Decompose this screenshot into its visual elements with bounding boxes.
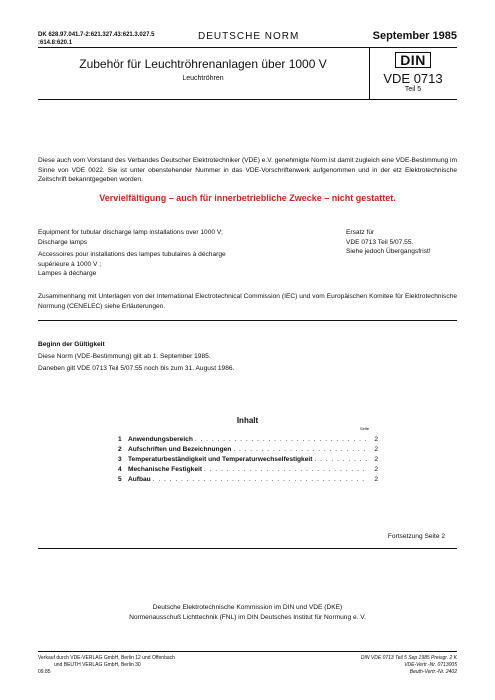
replacement-note xyxy=(346,228,466,257)
toc-item-number: 3 xyxy=(118,456,122,463)
toc-item-page: 2 xyxy=(374,456,378,463)
issue-date: September 1985 xyxy=(372,30,457,42)
title-english xyxy=(38,228,328,247)
toc-item[interactable] xyxy=(118,435,378,445)
dk-classification xyxy=(38,31,154,47)
body-rule xyxy=(38,320,457,321)
toc-item-title: Anwendungsbereich xyxy=(128,436,193,443)
iec-cenelec-note: Zusammenhang mit Unterlagen von der International Electrotechnical Commission (IEC) und vom Europäischen Komitee für Elektrotechnische Normung (CENELEC) siehe Erläuterungen. xyxy=(38,293,457,310)
copy-warning: Vervielfältigung – auch für innerbetriebliche Zwecke – nicht gestattet. xyxy=(99,193,396,203)
toc-item-number: 5 xyxy=(118,476,122,483)
toc-item-title: Mechanische Festigkeit xyxy=(128,466,203,473)
committee-line-2: Normenausschuß Lichttechnik (FNL) im DIN Deutsches Institut für Normung e. V. xyxy=(129,613,366,621)
standard-part: Teil 5 xyxy=(404,86,422,93)
replacement-line-2: VDE 0713 Teil 5/07.55. xyxy=(346,238,414,246)
title-english-line-2: Discharge lamps xyxy=(38,238,88,246)
toc-item-page: 2 xyxy=(374,436,378,443)
document-subtitle: Leuchtröhren xyxy=(182,75,224,82)
toc-item[interactable] xyxy=(118,465,378,475)
dk-line-1: DK 628.97.041.7-2:621.327.43:621.3.027.5 xyxy=(38,32,155,38)
committee-line-1: Deutsche Elektrotechnische Kommission im DIN und VDE (DKE) xyxy=(152,604,343,611)
dk-line-2: :614.8:620.1 xyxy=(38,40,73,46)
title-french xyxy=(38,250,328,279)
title-french-line-2: supérieure à 1000 V ; xyxy=(38,260,102,268)
lower-rule xyxy=(38,548,457,549)
replacement-line-3: Siehe jedoch Übergangsfrist! xyxy=(346,248,431,255)
title-english-line-1: Equipment for tubular discharge lamp installations over 1000 V; xyxy=(38,229,223,236)
title-rule xyxy=(38,99,457,100)
toc-item-number: 1 xyxy=(118,436,122,443)
footer-rule xyxy=(38,651,457,652)
toc-page-column-label: Seite xyxy=(360,426,370,431)
standard-number: VDE 0713 xyxy=(383,71,443,86)
footer-right-line-1: DIN VDE 0713 Teil 5 Sep 1985 Preisgr. 2 K xyxy=(360,655,457,661)
continuation-note: Fortsetzung Seite 2 xyxy=(387,533,445,540)
toc-item-number: 2 xyxy=(118,446,122,453)
title-french-line-3: Lampes à décharge xyxy=(38,270,97,277)
toc-item-title: Aufschriften und Bezeichnungen xyxy=(128,446,232,453)
footer-right-line-3: Beuth-Vertr.-Nr. 2402 xyxy=(409,669,457,675)
title-french-line-1: Accessoires pour installations des lampes tubulaires à décharge xyxy=(38,251,226,258)
footer-left-line-1: Verkauf durch VDE-VERLAG GmbH, Berlin 12 und Offenbach xyxy=(38,655,175,661)
intro-paragraph: Diese auch vom Vorstand des Verbandes Deutscher Elektrotechniker (VDE) e.V. genehmigte Norm ist damit zugleich eine VDE-Bestimmung im Sinne von VDE 0022. Sie ist unter obenstehender Nummer in das VDE-Vorschriftenwerk aufgenommen und in der etz Elektrotechnische Zeitschrift bekanntgegeben worden. xyxy=(38,157,457,183)
din-logo: DIN xyxy=(395,52,431,68)
document-title: Zubehör für Leuchtröhrenanlagen über 1000 V xyxy=(79,57,327,71)
toc-leader-dots xyxy=(153,475,368,485)
toc-item[interactable] xyxy=(118,445,378,455)
validity-line-1: Diese Norm (VDE-Bestimmung) gilt ab 1. September 1985. xyxy=(38,353,211,360)
toc-item-number: 4 xyxy=(118,466,122,473)
toc-item[interactable] xyxy=(118,475,378,485)
toc-heading: Inhalt xyxy=(236,416,259,425)
footer-left-line-2: und BEUTH VERLAG GmbH, Berlin 30 xyxy=(54,662,141,668)
toc-item-page: 2 xyxy=(374,466,378,473)
validity-heading: Beginn der Gültigkeit xyxy=(38,341,105,348)
footer-right xyxy=(361,655,457,676)
footer-right-line-2: VDE-Vertr.-Nr. 0713005 xyxy=(404,662,457,668)
footer-left-line-3: 09.85 xyxy=(38,669,51,675)
header-rule xyxy=(38,47,457,48)
toc-item-page: 2 xyxy=(374,476,378,483)
norm-label: DEUTSCHE NORM xyxy=(198,31,300,42)
validity-line-2: Daneben gilt VDE 0713 Teil 5/07.55 noch bis zum 31. August 1986. xyxy=(38,365,235,372)
toc-item-title: Aufbau xyxy=(128,476,151,483)
toc-item[interactable] xyxy=(118,455,378,465)
committee-block xyxy=(38,603,457,622)
toc-item-title: Temperaturbeständigkeit und Temperaturwechselfestigkeit xyxy=(128,456,313,463)
din-standard-block xyxy=(369,52,457,94)
replacement-line-1: Ersatz für xyxy=(346,229,375,236)
toc-leader-dots xyxy=(195,435,368,445)
toc-leader-dots xyxy=(204,465,368,475)
toc-leader-dots xyxy=(314,455,368,465)
toc-leader-dots xyxy=(233,445,368,455)
table-of-contents xyxy=(118,435,378,485)
toc-item-page: 2 xyxy=(374,446,378,453)
footer-left xyxy=(38,655,175,676)
